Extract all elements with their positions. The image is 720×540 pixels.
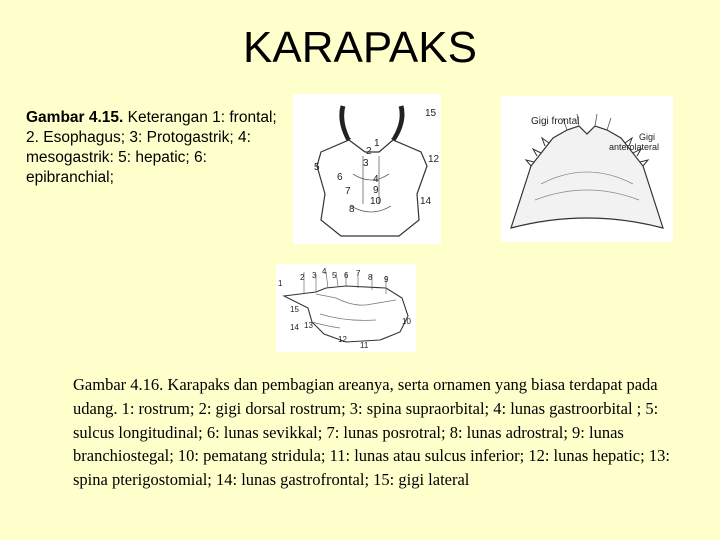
shrimp-label-1: 1 — [278, 279, 283, 288]
crab-front-label-gigi-frontal: Gigi frontal — [531, 116, 580, 127]
caption-figure-4-16-label: Gambar 4.16. — [73, 375, 164, 394]
shrimp-label-12: 12 — [338, 335, 347, 344]
shrimp-label-4: 4 — [322, 267, 327, 276]
crab-dorsal-label-8: 8 — [349, 204, 355, 215]
crab-dorsal-label-5: 5 — [314, 162, 320, 173]
shrimp-label-14: 14 — [290, 323, 299, 332]
crab-dorsal-label-9: 9 — [373, 185, 379, 196]
shrimp-label-7: 7 — [356, 269, 361, 278]
shrimp-label-3: 3 — [312, 271, 317, 280]
caption-figure-4-16 — [73, 373, 673, 492]
caption-figure-4-15-text: Keterangan 1: frontal; 2. Esophagus; 3: Protogastrik; 4: mesogastrik: 5: hepatic; 6: epibranchial; — [26, 109, 277, 186]
crab-front-label-anterolateral: anterolateral — [609, 142, 660, 152]
crab-dorsal-label-1: 1 — [374, 138, 380, 149]
figure-crab-front — [501, 96, 673, 242]
crab-dorsal-label-2: 2 — [366, 146, 372, 157]
slide-title: KARAPAKS — [243, 23, 477, 72]
shrimp-label-8: 8 — [368, 273, 373, 282]
shrimp-label-2: 2 — [300, 273, 305, 282]
shrimp-label-6: 6 — [344, 271, 349, 280]
crab-dorsal-label-14: 14 — [420, 196, 432, 207]
figure-crab-dorsal — [293, 94, 441, 244]
crab-dorsal-label-10: 10 — [370, 196, 382, 207]
caption-figure-4-16-text: Karapaks dan pembagian areanya, serta ornamen yang biasa terdapat pada udang. 1: rostrum; 2: gigi dorsal rostrum; 3: spina supraorbital; 4: lunas gastroorbital ; 5: sulcus longitudinal; 6: lunas sevikkal; 7: lunas posrotral; 8: lunas adrostral; 9: lunas branchiostegal; 10: pematang stridula; 11: lunas atau sulcus inferior; 12: lunas hepatic; 13: spina pterigostomial; 14: lunas gastrofrontal; 15: gigi lateral — [73, 375, 670, 490]
crab-dorsal-label-15: 15 — [425, 108, 437, 119]
crab-dorsal-label-7: 7 — [345, 186, 351, 197]
caption-figure-4-15 — [26, 108, 288, 188]
shrimp-label-9: 9 — [384, 275, 389, 284]
shrimp-label-11: 11 — [360, 341, 369, 350]
crab-dorsal-label-3: 3 — [363, 158, 369, 169]
figure-shrimp-carapace — [276, 264, 416, 352]
shrimp-label-10: 10 — [402, 317, 411, 326]
shrimp-label-15: 15 — [290, 305, 299, 314]
crab-front-label-gigi: Gigi — [639, 132, 656, 142]
caption-figure-4-15-label: Gambar 4.15. — [26, 109, 124, 126]
shrimp-label-13: 13 — [304, 321, 313, 330]
crab-dorsal-label-4: 4 — [373, 174, 379, 185]
shrimp-label-5: 5 — [332, 271, 337, 280]
crab-dorsal-label-12: 12 — [428, 154, 440, 165]
crab-dorsal-label-6: 6 — [337, 172, 343, 183]
